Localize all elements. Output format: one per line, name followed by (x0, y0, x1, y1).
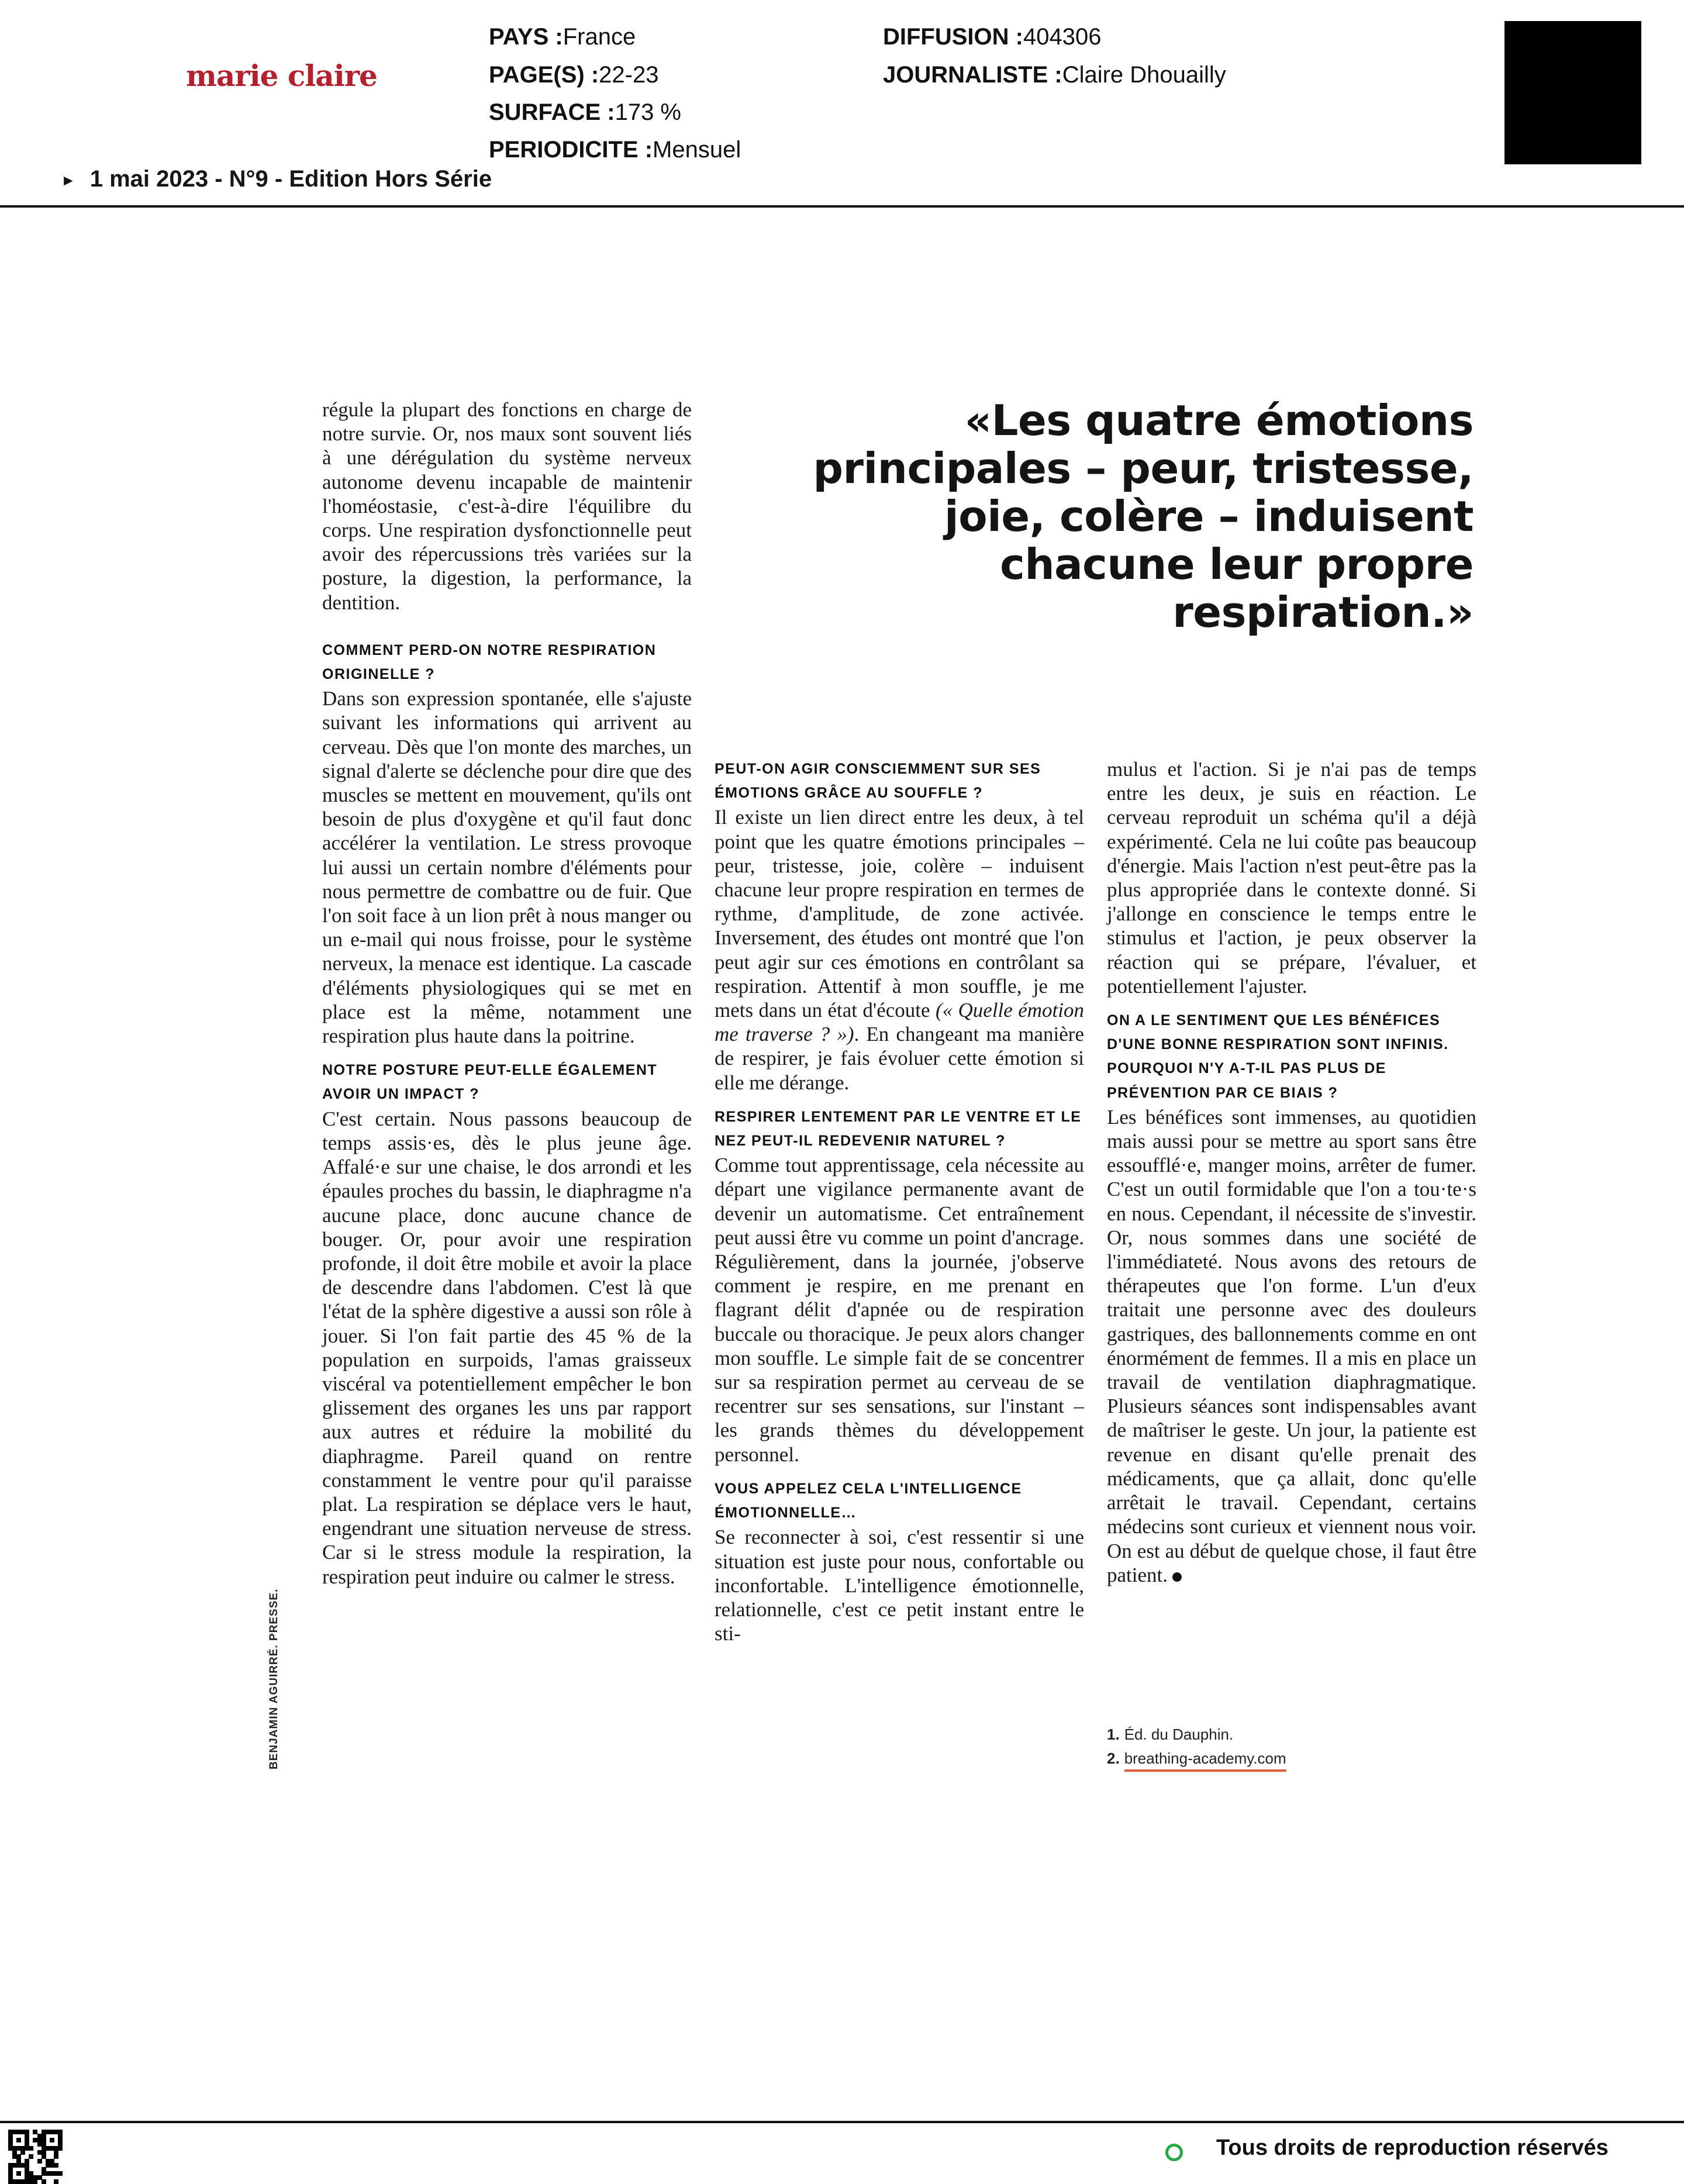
meta-surface-label: SURFACE : (489, 99, 615, 125)
photo-credit: BENJAMIN AGUIRRÉ. PRESSE. (268, 1588, 280, 1769)
meta-journaliste-value: Claire Dhouailly (1062, 62, 1226, 88)
answer-text: . En changeant ma manière de respirer, je fais évoluer cette émotion si elle me dérange. (715, 1023, 1084, 1094)
answer-paragraph: C'est certain. Nous passons beaucoup de temps assis·es, dès le plus jeune âge. Affalé·e sur une chaise, le dos arrondi et les épaules proches du bassin, le diaphragme n'a aucune place, donc aucune chance de bouger. Or, pour avoir une respiration profonde, il doit être mobile et avoir la place de descendre dans l'abdomen. C'est là que l'état de la sphère digestive a aussi son rôle à jouer. Si l'on fait partie des 45 % de la population en surpoids, l'amas graisseux viscéral va potentiellement empêcher le bon glissement des organes les uns par rapport aux autres et réduire la mobilité du diaphragme. Pareil quand on rentre constamment le ventre pour qu'il paraisse plat. La respiration se déplace vers le haut, engendrant une situation nerveuse de stress. Car si le stress module la respiration, la respiration peut induire ou calmer le stress. (322, 1107, 692, 1588)
qr-module (58, 2171, 63, 2176)
pull-quote: «Les quatre émotions principales – peur, tristesse, joie, colère – induisent chacune leur propre respiration.» (813, 396, 1474, 637)
answer-paragraph: Dans son expression spontanée, elle s'ajuste suivant les informations qui arrivent au cerveau. Dès que l'on monte des marches, un signal d'alerte se déclenche pour dire que des muscles se mettent en mouvement, qu'ils ont besoin de plus d'oxygène et qu'il faut donc accélérer la ventilation. Le stress provoque lui aussi un certain nombre d'éléments pour nous permettre de combattre ou de fuir. Que l'on soit face à un lion prêt à nous manger ou un e-mail qui nous froisse, pour le système nerveux, la menace est identique. La cascade d'éléments physiologiques qui se met en place est la même, notamment une respiration plus haute dans la poitrine. (322, 687, 692, 1048)
qr-code-icon (8, 2130, 62, 2183)
meta-diffusion (883, 23, 1101, 51)
qr-module (29, 2154, 33, 2159)
publication-logo: marie claire (186, 58, 377, 93)
meta-pages-value: 22-23 (599, 62, 659, 88)
meta-journaliste-label: JOURNALISTE : (883, 62, 1062, 88)
qr-module (50, 2138, 54, 2142)
meta-pays (489, 23, 636, 51)
question-heading: PEUT-ON AGIR CONSCIEMMENT SUR SES ÉMOTIONS GRÂCE AU SOUFFLE ? (715, 761, 1041, 802)
meta-diffusion-label: DIFFUSION : (883, 24, 1023, 50)
meta-surface (489, 98, 681, 126)
qr-module (16, 2138, 21, 2142)
article-column-3 (1107, 757, 1476, 1587)
answer-italic-quote: (« Quelle émotion me traverse ? ») (715, 999, 1084, 1046)
qr-module (58, 2146, 63, 2151)
paragraph-intro: régule la plupart des fonctions en charge de notre survie. Or, nos maux sont souvent liés à une dérégulation du système nerveux autonome devenu incapable de maintenir l'homéostasie, c'est-à-dire l'équilibre du corps. Une respiration dysfonctionnelle peut avoir des répercussions très variées sur la posture, la digestion, la performance, la dentition. (322, 398, 692, 614)
answer-paragraph: Comme tout apprentissage, cela nécessite au départ une vigilance permanente avant de devenir un automatisme. Cet entraînement peut aussi être vu comme un point d'ancrage. Régulièrement, dans la journée, j'observe comment je respire, en me prenant en flagrant délit d'apnée ou de respiration buccale ou thoracique. Je peux alors changer mon souffle. Le simple fait de se concentrer sur sa respiration permet au cerveau de se recentrer sur ses sensations, sur l'instant – les grands thèmes du développement personnel. (715, 1154, 1084, 1466)
answer-paragraph (1107, 1105, 1476, 1587)
header-divider (0, 205, 1684, 208)
answer-text: Il existe un lien direct entre les deux, à tel point que les quatre émotions principales – peur, tristesse, joie, colère – induisent chacune leur propre respiration en termes de rythme, d'amplitude, de zone activée. Inversement, des études ont montré que l'on peut agir sur ces émotions en contrôlant sa respiration. Attentif à mon souffle, je me mets dans un état d'écoute (715, 806, 1084, 1022)
question-heading: VOUS APPELEZ CELA L'INTELLIGENCE ÉMOTIONNELLE… (715, 1480, 1022, 1521)
question-heading: ON A LE SENTIMENT QUE LES BÉNÉFICES D'UNE BONNE RESPIRATION SONT INFINIS. POURQUOI N'Y A-T-IL PAS PLUS DE PRÉVENTION PAR CE BIAIS ? (1107, 1012, 1449, 1101)
qr-module (16, 2171, 21, 2176)
question-heading: COMMENT PERD-ON NOTRE RESPIRATION ORIGINELLE ? (322, 641, 657, 683)
question-heading: NOTRE POSTURE PEUT-ELLE ÉGALEMENT AVOIR UN IMPACT ? (322, 1062, 658, 1103)
qr-module (54, 2163, 58, 2168)
article-column-1 (322, 398, 692, 1589)
meta-surface-value: 173 % (615, 99, 681, 125)
redacted-block (1504, 21, 1641, 164)
meta-pages (489, 61, 658, 89)
issue-date-text: 1 mai 2023 - N°9 - Edition Hors Série (89, 166, 492, 192)
meta-pays-label: PAYS : (489, 24, 563, 50)
footnote-item (1107, 1723, 1286, 1747)
green-circle-icon (1165, 2144, 1183, 2161)
meta-periodicite-label: PERIODICITE : (489, 137, 653, 163)
article-column-2 (715, 757, 1084, 1645)
meta-periodicite-value: Mensuel (653, 137, 741, 163)
qr-module (20, 2150, 25, 2155)
footer-divider (0, 2121, 1684, 2123)
footnote-item (1107, 1747, 1286, 1771)
answer-paragraph: Se reconnecter à soi, c'est ressentir si une situation est juste pour nous, confortable ou inconfortable. L'intelligence émotionnelle, relationnelle, c'est ce petit instant entre le sti- (715, 1526, 1084, 1645)
meta-periodicite (489, 136, 741, 164)
footnote-text: Éd. du Dauphin. (1124, 1726, 1234, 1743)
qr-module (42, 2179, 46, 2184)
meta-journaliste (883, 61, 1226, 89)
issue-date-line (61, 166, 492, 192)
qr-module (37, 2159, 42, 2164)
end-mark-icon (1172, 1572, 1182, 1582)
paragraph-continued: mulus et l'action. Si je n'ai pas de temps entre les deux, je suis en réaction. Le cerveau reproduit un schéma qu'il a déjà expérimenté. Cela ne lui coûte pas beaucoup d'énergie. Mais l'action n'est peut-être pas la plus appropriée dans le contexte donné. Si j'allonge en conscience le temps entre le stimulus et l'action, je peux observer la réaction qui se prépare, l'évaluer, et potentiellement l'ajuster. (1107, 758, 1476, 998)
footnote-number: 2. (1107, 1750, 1120, 1767)
answer-paragraph (715, 805, 1084, 1094)
footnote-number: 1. (1107, 1726, 1120, 1743)
qr-module (29, 2146, 33, 2151)
answer-text: Les bénéfices sont immenses, au quotidien mais aussi pour se mettre au sport sans être essoufflé·e, manger moins, arrêter de fumer. C'est un outil formidable que l'on a tou·te·s en nous. Cependant, il nécessite de s'investir. Or, nous sommes dans une société de l'immédiateté. Nous avons des retours de thérapeutes que l'on forme. L'un d'eux traitait une personne avec des douleurs gastriques, des ballonnements comme en ont énormément de femmes. Il a mis en place un travail de ventilation diaphragmatique. Plusieurs séances sont indispensables avant de maîtriser le geste. Un jour, la patiente est revenue en disant qu'elle prenait des médicaments, que ça allait, donc qu'elle arrêtait le travail. Cependant, certains médecins sont curieux et viennent nous voir. On est au début de quelque chose, il faut être patient. (1107, 1105, 1476, 1586)
footnote-link[interactable]: breathing-academy.com (1124, 1750, 1286, 1772)
footnotes (1107, 1723, 1286, 1771)
meta-pages-label: PAGE(S) : (489, 62, 599, 88)
question-heading: RESPIRER LENTEMENT PAR LE VENTRE ET LE NEZ PEUT-IL REDEVENIR NATUREL ? (715, 1108, 1082, 1150)
triangle-right-icon: ► (61, 171, 76, 189)
meta-pays-value: France (563, 24, 636, 50)
meta-diffusion-value: 404306 (1023, 24, 1102, 50)
qr-module (54, 2179, 58, 2184)
qr-module (54, 2154, 58, 2159)
copyright-notice: Tous droits de reproduction réservés (1216, 2135, 1609, 2160)
qr-module (33, 2179, 37, 2184)
